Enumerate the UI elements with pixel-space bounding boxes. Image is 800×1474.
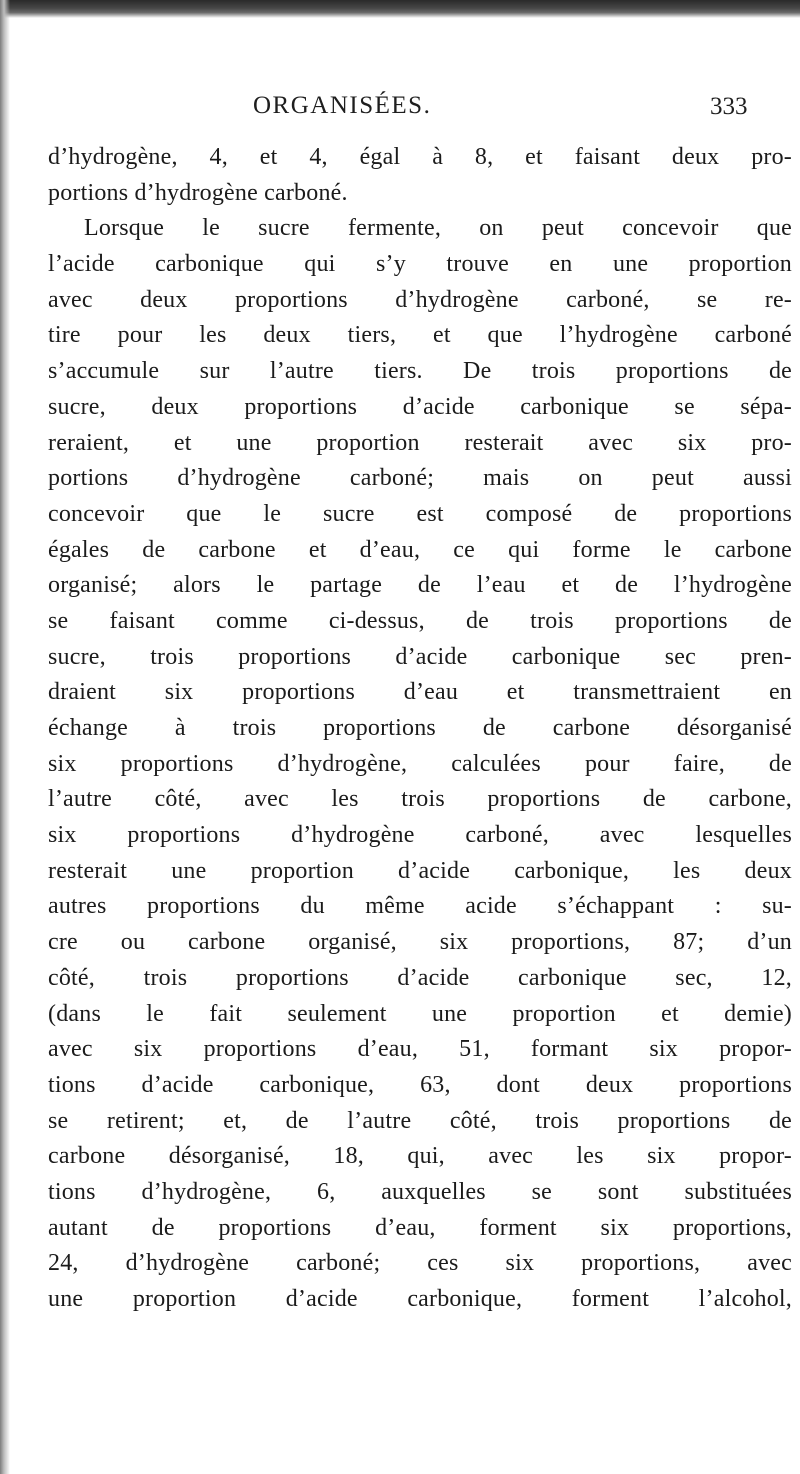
scan-top-shadow: [0, 0, 800, 18]
text-line: autres proportions du même acide s’échappant : su-: [48, 893, 792, 920]
text-line: carbone désorganisé, 18, qui, avec les six propor-: [48, 1143, 792, 1170]
text-line: sucre, trois proportions d’acide carbonique sec pren-: [48, 643, 792, 670]
text-line: s’accumule sur l’autre tiers. De trois proportions de: [48, 358, 792, 385]
text-line: l’autre côté, avec les trois proportions de carbone,: [48, 786, 792, 813]
text-line: six proportions d’hydrogène, calculées pour faire, de: [48, 750, 792, 777]
text-line: se retirent; et, de l’autre côté, trois proportions de: [48, 1107, 792, 1134]
text-line: avec six proportions d’eau, 51, formant six propor-: [48, 1036, 792, 1063]
text-line: resterait une proportion d’acide carbonique, les deux: [48, 857, 792, 884]
running-title: ORGANISÉES.: [253, 92, 432, 119]
page-number: 333: [710, 93, 748, 120]
text-line: l’acide carbonique qui s’y trouve en une proportion: [48, 251, 792, 278]
text-line: autant de proportions d’eau, forment six proportions,: [48, 1214, 792, 1241]
page-header: [0, 92, 800, 132]
text-line: côté, trois proportions d’acide carbonique sec, 12,: [48, 964, 792, 991]
text-line: six proportions d’hydrogène carboné, avec lesquelles: [48, 822, 792, 849]
text-line: échange à trois proportions de carbone désorganisé: [48, 715, 792, 741]
body-text: [48, 140, 798, 1318]
text-line: draient six proportions d’eau et transmettraient en: [48, 679, 792, 706]
text-line: 24, d’hydrogène carboné; ces six proportions, avec: [48, 1250, 792, 1277]
text-line: Lorsque le sucre fermente, on peut concevoir que: [84, 215, 792, 242]
text-line: se faisant comme ci-dessus, de trois proportions de: [48, 607, 792, 634]
text-line: égales de carbone et d’eau, ce qui forme le carbone: [48, 536, 792, 563]
text-line: tions d’hydrogène, 6, auxquelles se sont substituées: [48, 1178, 792, 1205]
text-line: avec deux proportions d’hydrogène carboné, se re-: [48, 286, 792, 313]
text-line: (dans le fait seulement une proportion et demie): [48, 1000, 792, 1027]
text-line: sucre, deux proportions d’acide carbonique se sépa-: [48, 393, 792, 420]
text-line: portions d’hydrogène carboné; mais on peut aussi: [48, 465, 792, 492]
text-line: tions d’acide carbonique, 63, dont deux proportions: [48, 1071, 792, 1098]
text-line: cre ou carbone organisé, six proportions, 87; d’un: [48, 929, 792, 956]
text-line: reraient, et une proportion resterait avec six pro-: [48, 429, 792, 456]
text-line: portions d’hydrogène carboné.: [48, 179, 348, 206]
text-line: concevoir que le sucre est composé de proportions: [48, 500, 792, 527]
text-line: une proportion d’acide carbonique, forment l’alcohol,: [48, 1286, 792, 1312]
text-line: d’hydrogène, 4, et 4, égal à 8, et faisant deux pro-: [48, 144, 792, 170]
page-left-edge-shadow: [0, 0, 10, 1474]
text-line: organisé; alors le partage de l’eau et de l’hydrogène: [48, 572, 792, 599]
text-line: tire pour les deux tiers, et que l’hydrogène carboné: [48, 322, 792, 349]
